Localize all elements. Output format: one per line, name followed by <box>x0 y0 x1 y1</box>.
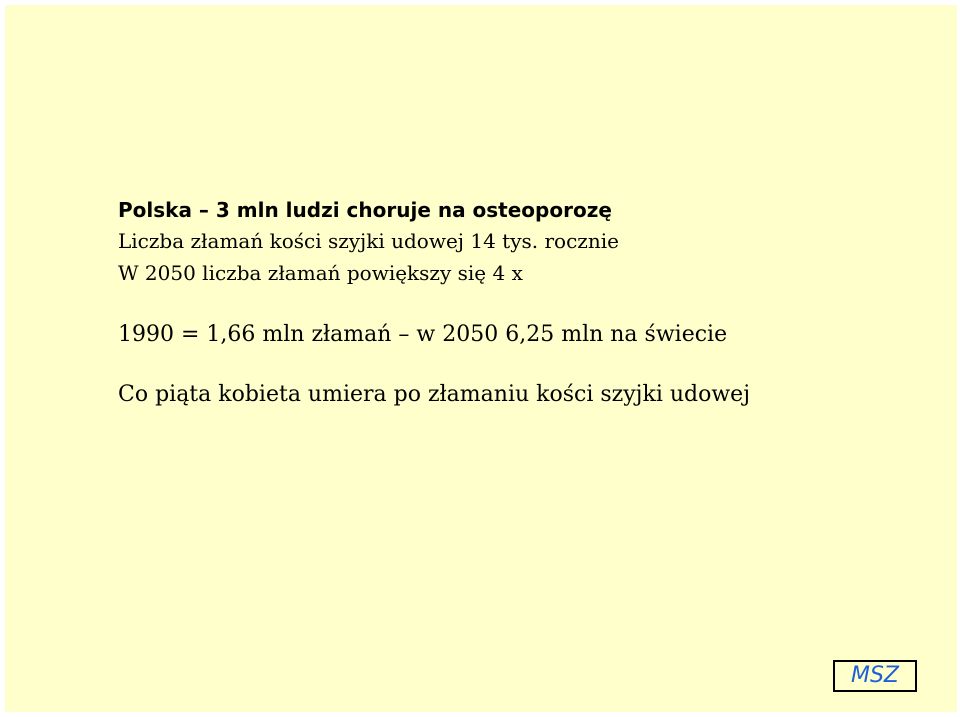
fact-line-fractures: Liczba złamań kości szyjki udowej 14 tys. rocznie <box>118 229 619 253</box>
spacer <box>118 289 938 319</box>
slide-heading: Polska – 3 mln ludzi choruje na osteoporozę <box>118 198 612 222</box>
slide-content <box>118 195 938 411</box>
spacer <box>118 351 938 379</box>
fact-line-mortality: Co piąta kobieta umiera po złamaniu kości szyjki udowej <box>118 382 751 407</box>
fact-line-2050: W 2050 liczba złamań powiększy się 4 x <box>118 261 523 285</box>
slide <box>5 5 957 712</box>
fact-line-world: 1990 = 1,66 mln złamań – w 2050 6,25 mln na świecie <box>118 322 728 347</box>
msz-badge: MSZ <box>833 660 917 692</box>
